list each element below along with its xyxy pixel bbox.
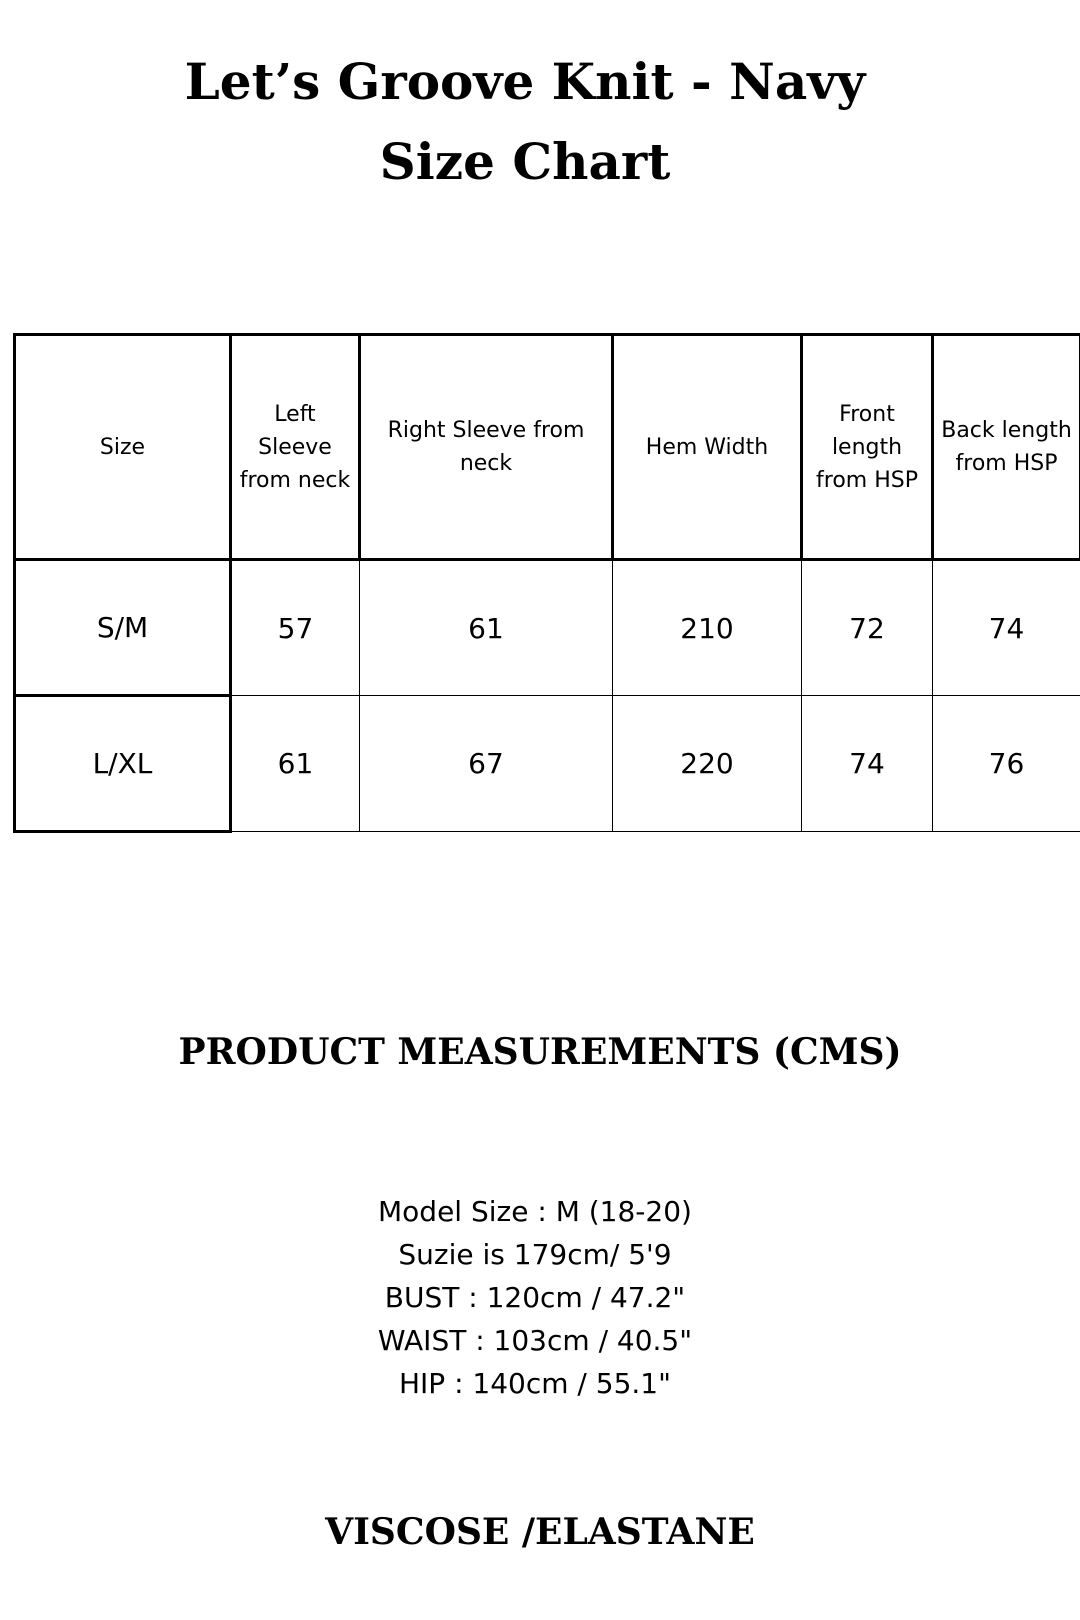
table-cell: 61 <box>231 696 360 832</box>
size-cell: S/M <box>15 560 231 696</box>
table-cell: 72 <box>802 560 933 696</box>
header-size: Size <box>15 335 231 560</box>
header-front-length: Front length from HSP <box>802 335 933 560</box>
model-info <box>0 1190 1070 1405</box>
table-cell: 57 <box>231 560 360 696</box>
table-row <box>15 560 1080 696</box>
header-right-sleeve: Right Sleeve from neck <box>360 335 613 560</box>
model-waist-line: WAIST : 103cm / 40.5" <box>377 1324 693 1357</box>
model-hip-line: HIP : 140cm / 55.1" <box>398 1367 671 1400</box>
size-cell: L/XL <box>15 696 231 832</box>
table-cell: 74 <box>802 696 933 832</box>
table-row <box>15 696 1080 832</box>
table-header-row <box>15 335 1080 560</box>
header-hem-width: Hem Width <box>613 335 802 560</box>
measurements-heading: PRODUCT MEASUREMENTS (CMS) <box>178 1031 902 1073</box>
model-height-line: Suzie is 179cm/ 5'9 <box>398 1238 672 1271</box>
header-back-length: Back length from HSP <box>933 335 1080 560</box>
model-size-line: Model Size : M (18-20) <box>378 1195 692 1228</box>
table-cell: 76 <box>933 696 1080 832</box>
table-cell: 74 <box>933 560 1080 696</box>
table-cell: 61 <box>360 560 613 696</box>
page-subtitle: Size Chart <box>379 132 671 191</box>
page-title: Let’s Groove Knit - Navy <box>184 52 866 111</box>
size-chart-table <box>13 333 1080 833</box>
table-cell: 210 <box>613 560 802 696</box>
table-cell: 67 <box>360 696 613 832</box>
table-cell: 220 <box>613 696 802 832</box>
header-left-sleeve: Left Sleeve from neck <box>231 335 360 560</box>
fabric-composition: VISCOSE /ELASTANE <box>325 1511 755 1553</box>
model-bust-line: BUST : 120cm / 47.2" <box>384 1281 686 1314</box>
